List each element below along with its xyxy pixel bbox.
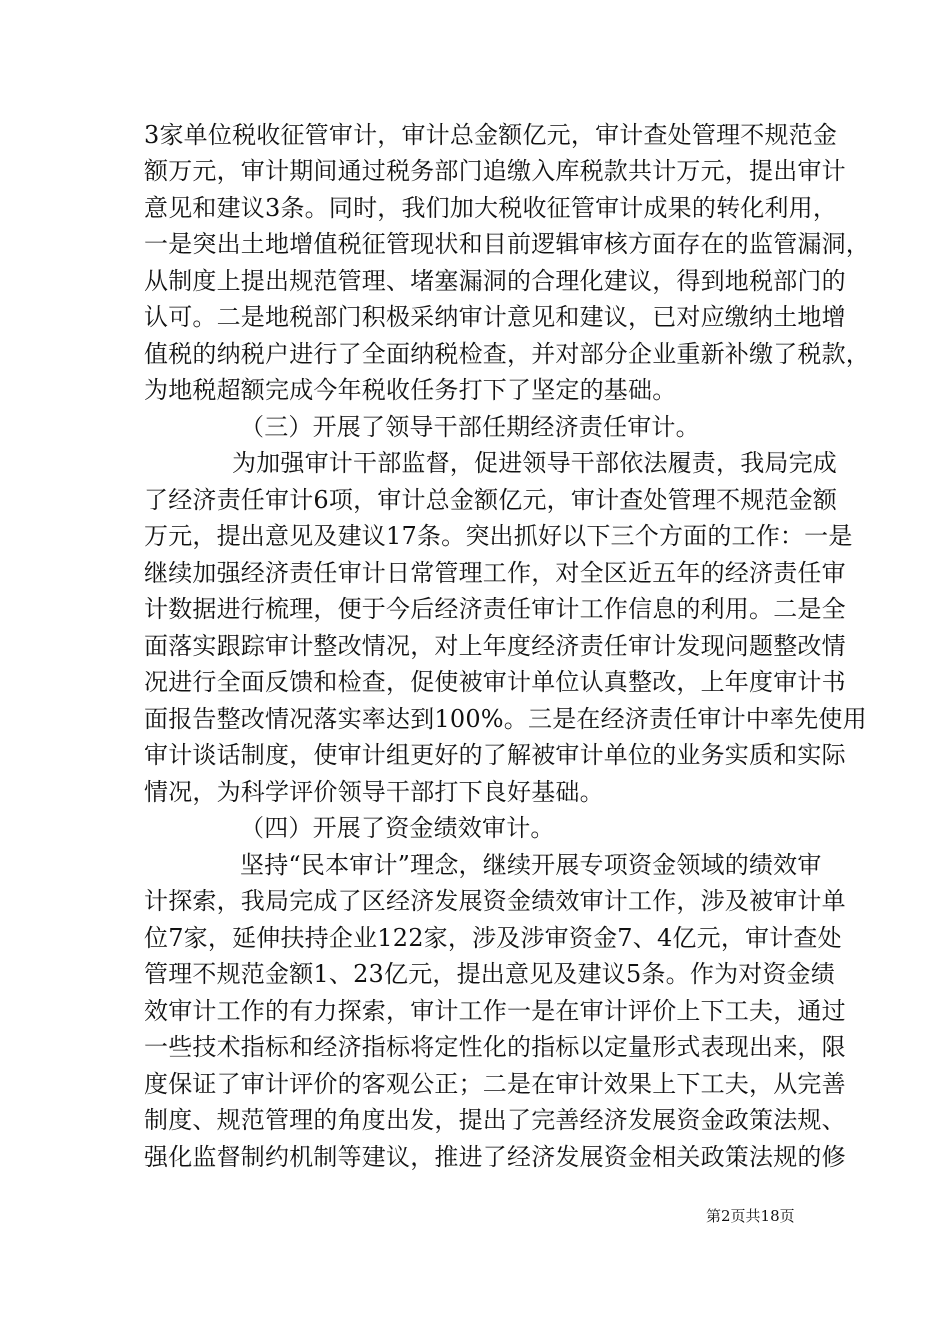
text-line: 情况，为科学评价领导干部打下良好基础。 (144, 778, 604, 806)
text-line: 意见和建议3条。同时，我们加大税收征管审计成果的转化利用， (144, 194, 838, 222)
text-line: 一是突出土地增值税征管现状和目前逻辑审核方面存在的监管漏洞， (144, 230, 870, 258)
section-heading: （四）开展了资金绩效审计。 (240, 814, 555, 842)
text-line: 审计谈话制度，使审计组更好的了解被审计单位的业务实质和实际 (144, 741, 846, 769)
text-line: 制度、规范管理的角度出发，提出了完善经济发展资金政策法规、 (144, 1106, 846, 1134)
text-line: 了经济责任审计6项，审计总金额亿元，审计查处管理不规范金额 (144, 486, 838, 514)
text-line: 从制度上提出规范管理、堵塞漏洞的合理化建议，得到地税部门的 (144, 267, 846, 295)
text-line: 3家单位税收征管审计，审计总金额亿元，审计查处管理不规范金 (144, 121, 838, 149)
page-number-footer: 第2页共18页 (706, 1207, 795, 1225)
text-line: 为地税超额完成今年税收任务打下了坚定的基础。 (144, 376, 677, 404)
text-line: 管理不规范金额1、23亿元，提出意见及建议5条。作为对资金绩 (144, 960, 836, 988)
text-line: 继续加强经济责任审计日常管理工作，对全区近五年的经济责任审 (144, 559, 846, 587)
text-line: 值税的纳税户进行了全面纳税检查，并对部分企业重新补缴了税款， (144, 340, 870, 368)
text-line: 认可。二是地税部门积极采纳审计意见和建议，已对应缴纳土地增 (144, 303, 846, 331)
text-line: 面落实跟踪审计整改情况，对上年度经济责任审计发现问题整改情 (144, 632, 846, 660)
text-line: 坚持“民本审计”理念，继续开展专项资金领域的绩效审 (240, 851, 822, 879)
text-line: 额万元，审计期间通过税务部门追缴入库税款共计万元，提出审计 (144, 157, 846, 185)
text-line: 为加强审计干部监督，促进领导干部依法履责，我局完成 (232, 449, 837, 477)
text-line: 度保证了审计评价的客观公正；二是在审计效果上下工夫，从完善 (144, 1070, 846, 1098)
text-line: 计探索，我局完成了区经济发展资金绩效审计工作，涉及被审计单 (144, 887, 846, 915)
text-line: 效审计工作的有力探索，审计工作一是在审计评价上下工夫，通过 (144, 997, 846, 1025)
text-line: 面报告整改情况落实率达到100%。三是在经济责任审计中率先使用 (144, 705, 867, 733)
text-line: 计数据进行梳理，便于今后经济责任审计工作信息的利用。二是全 (144, 595, 846, 623)
text-line: 位7家，延伸扶持企业122家，涉及涉审资金7、4亿元，审计查处 (144, 924, 842, 952)
text-line: 强化监督制约机制等建议，推进了经济发展资金相关政策法规的修 (144, 1143, 846, 1171)
section-heading: （三）开展了领导干部任期经济责任审计。 (240, 413, 700, 441)
text-line: 一些技术指标和经济指标将定性化的指标以定量形式表现出来，限 (144, 1033, 846, 1061)
text-line: 况进行全面反馈和检查，促使被审计单位认真整改，上年度审计书 (144, 668, 846, 696)
text-line: 万元，提出意见及建议17条。突出抓好以下三个方面的工作：一是 (144, 522, 853, 550)
